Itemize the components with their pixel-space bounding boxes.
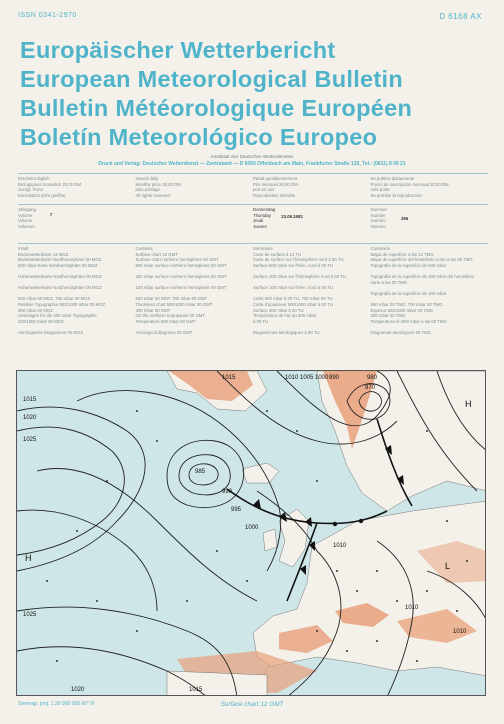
day-es: Jueves [253, 223, 267, 229]
subscription-es: Se publica diariamente Precio de suscripción mensual 20,00 DM más porte Se prohibe la reproducción [370, 176, 449, 198]
number-label-es: Número [370, 223, 386, 229]
isobar-label: 1000 [245, 525, 259, 531]
issue-date: 23.09.1982 [281, 214, 303, 219]
publisher-info [0, 154, 504, 167]
number-label-en: Number [370, 212, 386, 218]
surface-weather-map [16, 370, 486, 696]
isobar-label: 1015 [189, 687, 203, 693]
day-fr: Jeudi [253, 218, 264, 224]
isobar-label: 990 [222, 489, 233, 495]
issn-number: ISSN 0341-2970 [18, 12, 77, 19]
volume-label-es: Volumen [18, 223, 35, 229]
contents-es: Contenido Mapa de superficie a las 12 TMG Mapa de superficie del hemisferio norte a las 00 TMG Topografía de la superficie de 500 mbar Topografía de la superficie de 300 mbar del hemisferio norte a las 00 TMG Topografía de la superficie de 100 mbar 500 mbar 00 TMG, 700 mbar 00 TMG Espesor 500/1000 mbar 00 TMG 300 mbar 00 TMG Temperatura en 500 mbar a las 00 TMG Diagramas aerológicos 00 TMG [370, 246, 475, 335]
publisher-line-2: Druck und Verlag: Deutscher Wetterdienst — Zentralamt — D 6050 Offenbach am Main, Frankfurter Straße 135, Tel.: (0611) 8 06 21 [98, 160, 406, 167]
low-pressure-marker: L [445, 561, 451, 571]
volume-block [18, 207, 136, 240]
number-label-fr: Numéro [370, 218, 386, 224]
isobar-label: 1010 [405, 605, 419, 611]
isobar-label: 1000 [315, 375, 329, 381]
title-german: Europäischer Wetterbericht [20, 37, 336, 63]
subscription-de: Erscheint täglich Bezugspreis monatlich 20,00 DM zuzügl. Porto Einzelstück nicht greifbar [18, 176, 82, 198]
title-english: European Meteorological Bulletin [20, 66, 404, 92]
isobar-label: 990 [329, 375, 340, 381]
isobar-label: 1015 [23, 397, 37, 403]
isobar-label: 980 [367, 375, 378, 381]
contents-table [18, 243, 488, 336]
map-projection: Stereogr. proj. 1:30 000 000 60° N [18, 701, 94, 707]
map-caption: Surface chart 12 GMT [220, 701, 284, 708]
publication-code: D 6168 AX [439, 12, 482, 21]
subscription-en: Issued daily Monthly price 20,00 DM plus postage All rights reserved [135, 176, 181, 198]
weather-map-svg [17, 371, 486, 696]
isobar-label: 1010 [333, 543, 347, 549]
volume-label-de: Jahrgang [18, 207, 36, 212]
number-block [371, 207, 489, 240]
isobar-label: 1015 [222, 375, 236, 381]
contents-fr: Sommaire Carte de surface à 12 TU Carte de surface sur l'hémisphère nord à 00 TU Surface 500 mbar sur l'hém. nord à 00 TU Surface 300 mbar sur l'hémisphère nord à 00 TU Surface 100 mbar sur l'hém. nord à 00 TU Carte 500 mbar à 00 TU, 700 mbar 00 TU Carte d'épaisseur 500/1000 mbar à 00 TU Surface 300 mbar à 00 TU Température de l'air au 500 mbar à 00 TU Diagrammes aérologiques à 00 TU [253, 246, 346, 335]
title-french: Bulletin Météorologique Européen [20, 95, 413, 121]
contents-en: Contents Surface chart 12 GMT Surface chart northern hemisphere 00 GMT 500 mbar surface northern hemisphere 00 GMT 300 mbar surface northern hemisphere 00 GMT 100 mbar surface northern hemisphere 00 GMT 500 mbar 00 GMT, 700 mbar 00 GMT Thickness chart 500/1000 mbar 00 GMT 300 mbar 00 GMT On the northern tropopause 00 GMT Temperature 500 mbar 00 GMT Aerological diagrams 00 GMT [135, 246, 227, 335]
publisher-line-1: Amtsblatt des Deutschen Wetterdienstes [210, 154, 294, 159]
multilingual-title [20, 36, 490, 152]
high-pressure-marker: H [25, 553, 32, 563]
volume-number: 7 [49, 212, 53, 217]
isobar-label: 995 [231, 507, 242, 513]
volume-label-en: Volume [18, 212, 33, 218]
subscription-fr: Parait quotidiennement Prix mensuel 20,00 DM port en sus Reproduction interdite [253, 176, 298, 198]
isobar-label: 1020 [71, 687, 85, 693]
issue-details [18, 204, 488, 240]
isobar-label: 1010 [453, 629, 467, 635]
date-block [253, 207, 371, 240]
isobar-label: 1010 [285, 375, 299, 381]
day-de: Donnerstag [253, 207, 276, 212]
number-label-de: Nummer [370, 207, 387, 212]
volume-label-fr: Volume [18, 218, 33, 224]
isobar-label: 1020 [23, 415, 37, 421]
contents-de: Inhalt Bodenwetterkarte 12 MGZ Bodenwetterkarte Nordhemisphäre 00 MGZ 500 mbar-Karte Nordhemisphäre 00 MGZ Höhenwetterkarte Nordhemisphäre 00 MGZ Höhenwetterkarte Nordhemisphäre 00 MGZ 500 mbar 00 MGZ, 700 mbar 00 MGZ Relative Topographie 500/1000 mbar 00 MGZ 300 mbar 00 MGZ Unterlagen für die 500 mbar-Topographie 200/1000 mbar 00 MGZ Aerologische Diagramme 00 MGZ [18, 246, 106, 335]
isobar-label: 1005 [300, 375, 314, 381]
high-pressure-marker: H [465, 399, 472, 409]
isobar-label: 1025 [23, 437, 37, 443]
isobar-label: 970 [365, 385, 376, 391]
isobar-label: 985 [195, 469, 206, 475]
day-en: Thursday [253, 212, 271, 218]
issue-number: 266 [400, 216, 409, 221]
subscription-info [18, 173, 488, 198]
title-spanish: Boletín Meteorológico Europeo [20, 124, 378, 150]
isobar-label: 1025 [23, 612, 37, 618]
